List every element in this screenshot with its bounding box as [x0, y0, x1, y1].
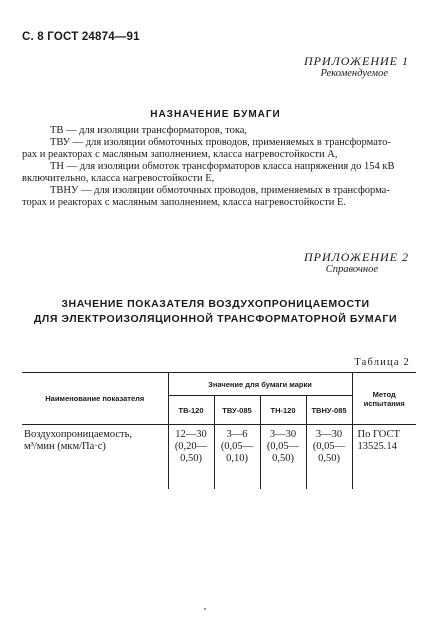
indicator-unit: м³/мин (мкм/Па·с) — [24, 441, 106, 452]
table-title-line-1: ЗНАЧЕНИЕ ПОКАЗАТЕЛЯ ВОЗДУХОПРОНИЦАЕМОСТИ — [61, 298, 370, 310]
appendix1-label: ПРИЛОЖЕНИЕ 1 — [304, 54, 409, 68]
page-header: С. 8 ГОСТ 24874—91 — [22, 31, 140, 43]
method-standard: По ГОСТ — [357, 429, 400, 440]
appendix1-heading: НАЗНАЧЕНИЕ БУМАГИ — [150, 109, 281, 120]
value-si-from: (0,20— — [174, 441, 208, 452]
value-cell — [260, 425, 306, 490]
value-si-to: 0,10) — [226, 453, 248, 464]
purpose-line-3: рах и реакторах с масляным заполнением, класса нагревостойкости А, — [22, 149, 338, 160]
indicator-cell — [22, 425, 168, 490]
page-speck — [204, 608, 206, 610]
grade-header: ТН-120 — [260, 396, 306, 425]
grade-header: ТВНУ-085 — [306, 396, 352, 425]
value-range: 3—30 — [315, 429, 343, 440]
method-header: Метод испытания — [352, 373, 416, 425]
purpose-line-7: торах и реакторах с масляным заполнением, класса нагревостойкости Е. — [22, 197, 347, 208]
value-cell — [214, 425, 260, 490]
purpose-line-6: ТВНУ — для изоляции обмоточных проводов, применяемых в трансформа- — [50, 185, 390, 196]
appendix2-label: ПРИЛОЖЕНИЕ 2 — [304, 250, 409, 264]
method-number: 13525.14 — [357, 441, 397, 452]
grade-group-header: Значение для бумаги марки — [168, 373, 352, 396]
table-title-line-2: ДЛЯ ЭЛЕКТРОИЗОЛЯЦИОННОЙ ТРАНСФОРМАТОРНОЙ БУМАГИ — [33, 313, 398, 325]
value-si-from: (0,05— — [266, 441, 300, 452]
value-si-to: 0,50) — [180, 453, 202, 464]
method-cell — [352, 425, 416, 490]
value-range: 3—6 — [226, 429, 248, 440]
value-range: 3—30 — [269, 429, 297, 440]
table-header-row — [22, 373, 416, 396]
purpose-line-5: включительно, класса нагревостойкости Е, — [22, 173, 215, 184]
appendix2-status: Справочное — [325, 264, 378, 275]
purpose-line-1: ТВ — для изоляции трансформаторов, тока, — [50, 125, 248, 136]
value-si-from: (0,05— — [312, 441, 346, 452]
table-caption: Таблица 2 — [354, 357, 410, 368]
value-cell — [168, 425, 214, 490]
indicator-header: Наименование показателя — [22, 373, 168, 425]
value-si-to: 0,50) — [272, 453, 294, 464]
value-range: 12—30 — [175, 429, 207, 440]
table-row — [22, 425, 416, 490]
purpose-line-2: ТВУ — для изоляции обмоточных проводов, применяемых в трансформато- — [50, 137, 391, 148]
purpose-line-4: ТН — для изоляции обмоток трансформаторов класса напряжения до 154 кВ — [50, 161, 395, 172]
grade-header: ТВ-120 — [168, 396, 214, 425]
value-cell — [306, 425, 352, 490]
grade-header: ТВУ-085 — [214, 396, 260, 425]
appendix1-status: Рекомендуемое — [320, 68, 388, 79]
value-si-to: 0,50) — [318, 453, 340, 464]
indicator-name: Воздухопроницаемость, — [24, 429, 133, 440]
air-permeability-table — [22, 372, 416, 489]
value-si-from: (0,05— — [220, 441, 254, 452]
